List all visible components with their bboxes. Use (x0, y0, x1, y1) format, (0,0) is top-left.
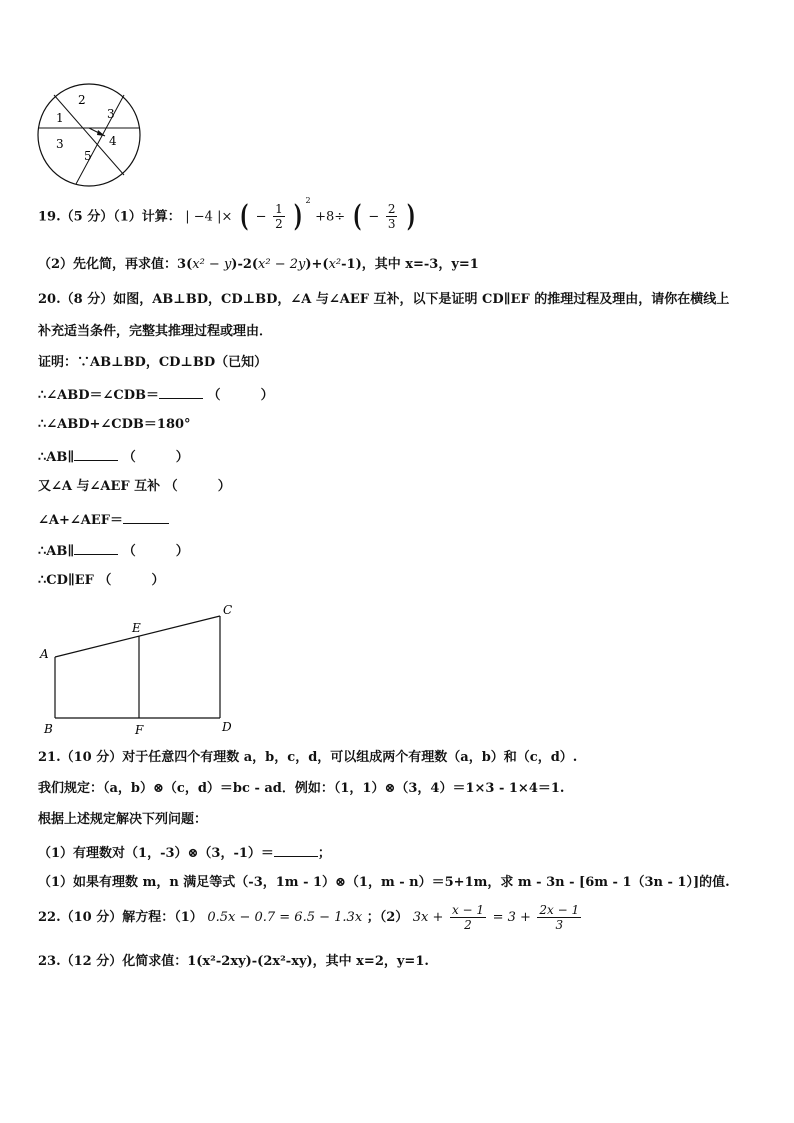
q21-line4: （1）有理数对（1，-3）⊗（3，-1）＝ ； (38, 843, 331, 863)
proof-step: ∴AB∥ （ ） (38, 447, 189, 467)
sector-label: 4 (109, 134, 117, 148)
q21-line2: 我们规定：（a，b）⊗（c，d）＝bc - ad．例如：（1，1）⊗（3，4）＝1×3 - 1×4＝1. (38, 781, 565, 796)
fraction-half: $\frac{1}{2}$ (275, 202, 283, 232)
left-paren-2: ( (352, 198, 362, 234)
proof-step: 证明：∵AB⊥BD，CD⊥BD（已知） (38, 355, 268, 370)
proof-step: ∴CD∥EF （ ） (38, 573, 165, 588)
plus-eight-div: +8÷ (315, 209, 346, 225)
point-label-a: A (40, 647, 49, 661)
proof-step: ∴AB∥ （ ） (38, 541, 189, 561)
q20-line2: 补充适当条件，完整其推理过程或理由． (38, 324, 273, 339)
right-paren: ) (294, 198, 303, 234)
point-label-f: F (135, 723, 144, 736)
q19-prefix: 19.（5 分）（1）计算： (38, 209, 181, 225)
abs-expression: | −4 |× (185, 209, 233, 225)
minus-sign-2: − (368, 209, 380, 225)
q23-line: 23.（12 分）化简求值：1(x²-2xy)-(2x²-xy)，其中 x=2，y=1. (38, 954, 429, 969)
q19-part2: （2）先化简，再求值：3(x² − y)-2(x² − 2y)+(x²-1)，其中 x=-3，y=1 (38, 257, 479, 272)
answer-blank[interactable] (74, 447, 118, 461)
point-label-b: B (44, 722, 53, 736)
fraction-two-thirds: $\frac{2}{3}$ (387, 202, 396, 232)
equation-2-rhs: = 3 + (492, 910, 531, 925)
proof-step: ∴∠ABD+∠CDB＝180° (38, 417, 191, 432)
sector-label: 3 (56, 137, 64, 151)
q21-line5: （1）如果有理数 m，n 满足等式（-3，1m - 1）⊗（1，m - n）＝5+1m，求 m - 3n - [6m - 1（3n - 1）]的值. (38, 875, 730, 890)
exponent: 2 (305, 196, 311, 205)
point-label-c: C (223, 603, 233, 617)
left-paren: ( (239, 198, 249, 234)
answer-blank[interactable] (74, 541, 118, 555)
geometry-figure (36, 600, 246, 736)
q21-line1: 21.（10 分）对于任意四个有理数 a，b，c，d，可以组成两个有理数（a，b）和（c，d）. (38, 750, 578, 765)
right-paren-2: ) (406, 198, 416, 234)
q22-line: 22.（10 分）解方程：（1） 0.5x − 0.7 = 6.5 − 1.3x ；（2） 3x + $\frac{x - 1}{2}$ = 3 + $\frac{2x - 1}{3}$ (38, 903, 580, 932)
q21-line3: 根据上述规定解决下列问题： (38, 812, 208, 827)
fraction-2x-minus-1-over-3: $\frac{2x - 1}{3}$ (539, 903, 580, 932)
q20-line1: 20.（8 分）如图，AB⊥BD，CD⊥BD，∠A 与∠AEF 互补，以下是证明 CD∥EF 的推理过程及理由，请你在横线上 (38, 292, 730, 307)
sector-label: 1 (56, 111, 64, 125)
equation-2-lhs: 3x + (412, 910, 444, 925)
fraction-x-minus-1-over-2: $\frac{x - 1}{2}$ (451, 903, 485, 932)
minus-sign: − (255, 209, 267, 225)
equation-1: 0.5x − 0.7 = 6.5 − 1.3x (207, 910, 363, 925)
point-label-d: D (222, 720, 232, 734)
sector-label: 2 (78, 93, 86, 107)
point-label-e: E (132, 621, 141, 635)
answer-blank[interactable] (123, 510, 169, 524)
sector-label: 3 (107, 107, 115, 121)
proof-step: ∴∠ABD＝∠CDB＝ （ ） (38, 385, 274, 405)
proof-step: 又∠A 与∠AEF 互补 （ ） (38, 479, 231, 494)
answer-blank[interactable] (274, 843, 318, 857)
spinner-figure (36, 82, 142, 188)
sector-label: 5 (84, 149, 92, 163)
answer-blank[interactable] (159, 385, 203, 399)
proof-step: ∠A+∠AEF＝ (38, 510, 169, 530)
q19-part1 (38, 196, 418, 234)
